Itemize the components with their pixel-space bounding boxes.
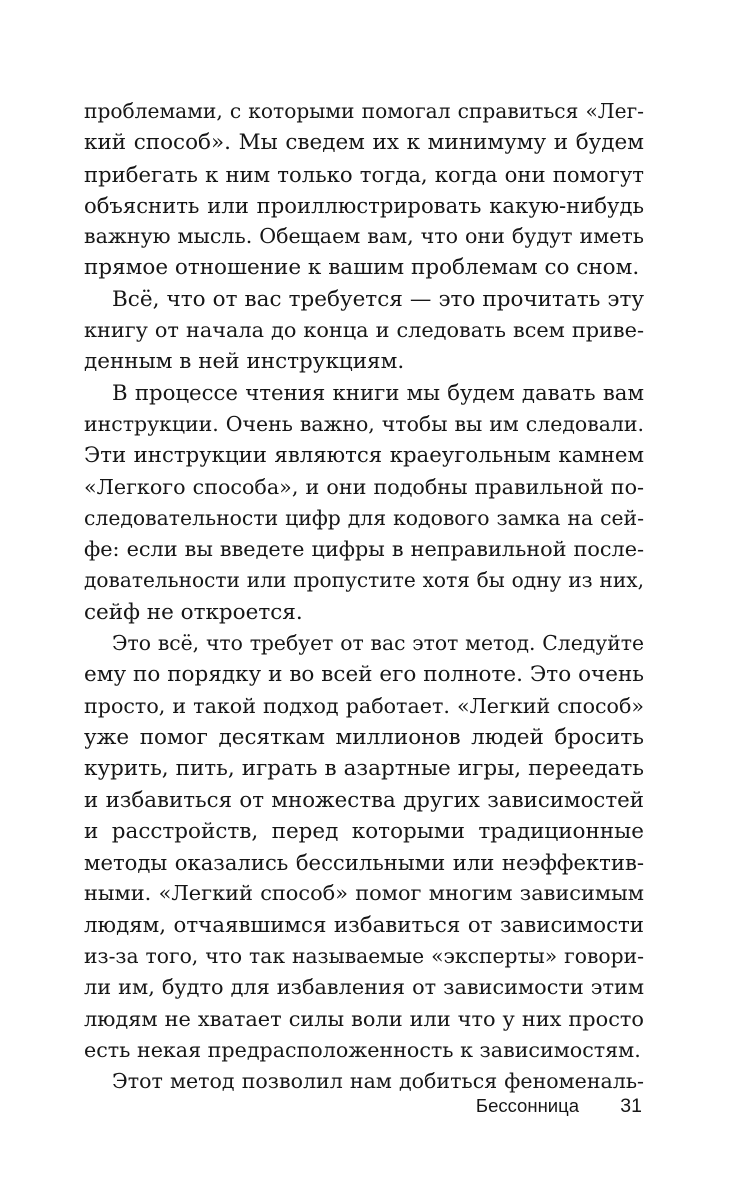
text-line: «Легкого способа», и они подобны правильной по- (84, 474, 644, 499)
paragraph (84, 378, 644, 628)
text-line: просто, и такой подход работает. «Легкий способ» (84, 693, 644, 718)
text-line: В процессе чтения книги мы будем давать вам (112, 380, 644, 406)
paragraph (84, 284, 644, 378)
body-text (84, 96, 644, 1098)
paragraph (84, 96, 644, 284)
paragraph (84, 628, 644, 1066)
text-line: инструкции. Очень важно, чтобы вы им следовали. (84, 411, 644, 436)
text-line: есть некая предрасположенность к зависимостям. (84, 1037, 641, 1062)
text-line: людям не хватает силы воли или что у них просто (84, 1006, 644, 1031)
text-line: курить, пить, играть в азартные игры, переедать (84, 756, 644, 782)
running-title: Бессонница (475, 1095, 579, 1116)
text-line: ему по порядку и во всей его полноте. Это очень (84, 662, 644, 688)
text-line: методы оказались бессильными или неэффектив- (84, 850, 644, 876)
text-line: из-за того, что так называемые «эксперты» говори- (84, 944, 644, 969)
page-footer (0, 1092, 738, 1120)
text-line: и расстройств, перед которыми традиционные (84, 818, 644, 844)
text-line: людям, отчаявшимся избавиться от зависимости (84, 912, 644, 938)
text-line: Это всё, что требует от вас этот метод. Следуйте (112, 631, 644, 656)
text-line: важную мысль. Обещаем вам, что они будут иметь (84, 224, 644, 249)
text-line: сейф не откроется. (84, 599, 303, 625)
page-number: 31 (620, 1095, 642, 1117)
text-line: Всё, что от вас требуется — это прочитать эту (112, 286, 644, 312)
text-line: денным в ней инструкциям. (84, 349, 405, 375)
text-line: следовательности цифр для кодового замка на сей- (84, 505, 644, 530)
text-line: прямое отношение к вашим проблемам со сном. (84, 255, 640, 281)
text-line: Этот метод позволил нам добиться феноменаль- (112, 1069, 644, 1094)
text-line: прибегать к ним только тогда, когда они помогут (84, 161, 644, 187)
text-line: Эти инструкции являются краеугольным камнем (84, 443, 644, 469)
text-line: проблемами, с которыми помогал справиться «Лег- (84, 99, 644, 123)
text-line: и избавиться от множества других зависимостей (84, 787, 644, 813)
text-line: довательности или пропустите хотя бы одну из них, (84, 568, 644, 593)
text-line: кий способ». Мы сведем их к минимуму и будем (84, 130, 644, 156)
text-line: фе: если вы введете цифры в неправильной после- (84, 537, 644, 562)
text-line: книгу от начала до конца и следовать всем приве- (84, 318, 644, 343)
text-line: уже помог десяткам миллионов людей бросить (84, 724, 644, 750)
text-line: ными. «Легкий способ» помог многим зависимым (84, 881, 644, 906)
text-line: объяснить или проиллюстрировать какую-нибудь (84, 192, 644, 218)
text-line: ли им, будто для избавления от зависимости этим (84, 975, 644, 1000)
